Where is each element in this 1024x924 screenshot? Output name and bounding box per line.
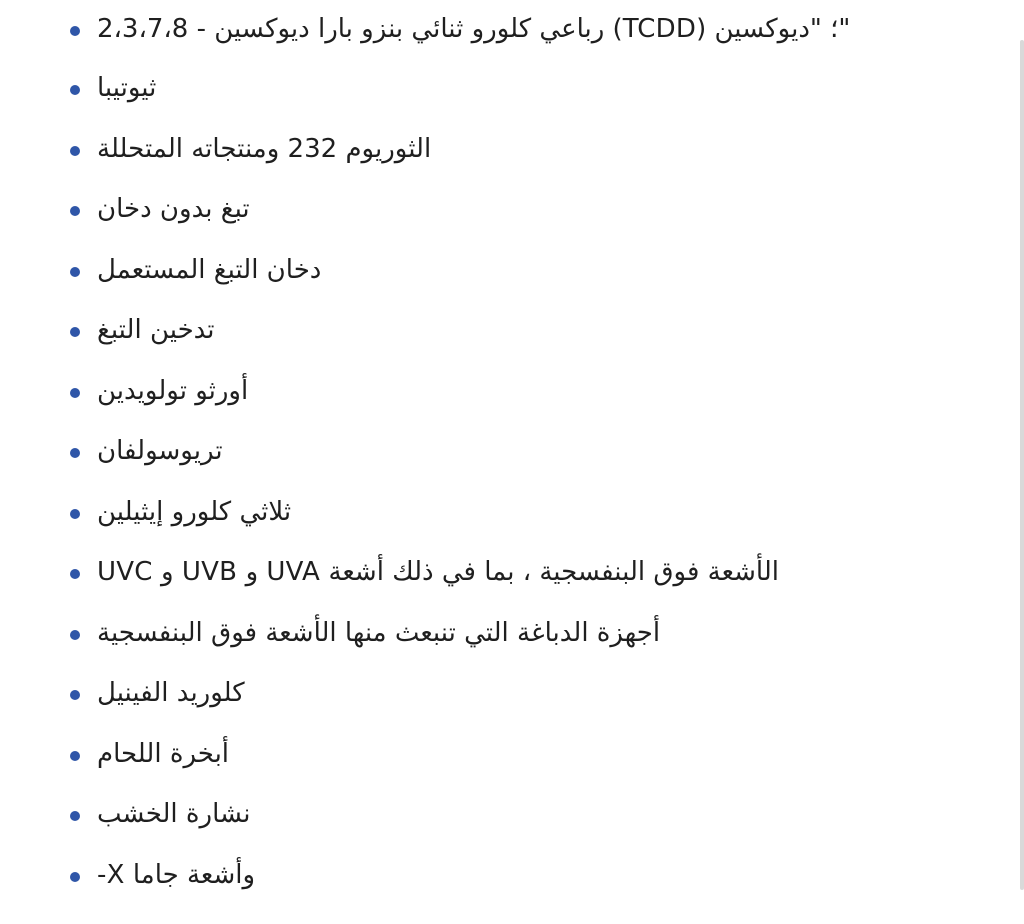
list-item-text: ثلاثي كلورو إيثيلين (97, 496, 292, 527)
list-item (70, 784, 950, 845)
bullet-icon (70, 690, 80, 700)
list-item (70, 300, 950, 361)
list-item (70, 421, 950, 482)
list-item (70, 58, 950, 119)
list-item (70, 724, 950, 785)
bullet-icon (70, 509, 80, 519)
list-item (70, 361, 950, 422)
list-item-text: الثوريوم 232 ومنتجاته المتحللة (97, 133, 432, 164)
list-item (70, 0, 950, 58)
bullet-icon (70, 26, 80, 36)
bullet-icon (70, 206, 80, 216)
list-item (70, 542, 950, 603)
list-item-text: ثيوتيبا (97, 73, 157, 104)
bullet-icon (70, 751, 80, 761)
list-item-text: تبغ بدون دخان (97, 194, 250, 225)
bullet-icon (70, 267, 80, 277)
list-item (70, 179, 950, 240)
bullet-icon (70, 811, 80, 821)
list-item-text: "؛ "ديوكسين (TCDD) رباعي كلورو ثنائي بنزو بارا ديوكسين - 2،3،7،8 (97, 14, 851, 44)
bullet-list (70, 0, 950, 905)
bullet-icon (70, 448, 80, 458)
scroll-indicator[interactable] (1020, 40, 1024, 890)
list-item (70, 663, 950, 724)
list-item (70, 603, 950, 664)
list-item-text: كلوريد الفينيل (97, 678, 245, 709)
bullet-icon (70, 146, 80, 156)
list-item-text: تدخين التبغ (97, 315, 215, 346)
list-item (70, 845, 950, 906)
list-item (70, 240, 950, 301)
list-item-text: تريوسولفان (97, 436, 223, 467)
bullet-icon (70, 872, 80, 882)
list-item-text: UVC و UVB و UVA الأشعة فوق البنفسجية ، بما في ذلك أشعة (97, 557, 779, 588)
list-item (70, 482, 950, 543)
bullet-icon (70, 630, 80, 640)
list-item-text: أجهزة الدباغة التي تنبعث منها الأشعة فوق البنفسجية (97, 617, 661, 648)
bullet-icon (70, 569, 80, 579)
list-item (70, 119, 950, 180)
bullet-icon (70, 327, 80, 337)
bullet-icon (70, 388, 80, 398)
list-item-text: وأشعة جاما X- (97, 859, 256, 890)
bullet-icon (70, 85, 80, 95)
list-item-text: نشارة الخشب (97, 799, 251, 830)
list-item-text: دخان التبغ المستعمل (97, 254, 322, 285)
list-item-text: أورثو تولويدين (97, 375, 249, 406)
list-item-text: أبخرة اللحام (97, 738, 230, 769)
